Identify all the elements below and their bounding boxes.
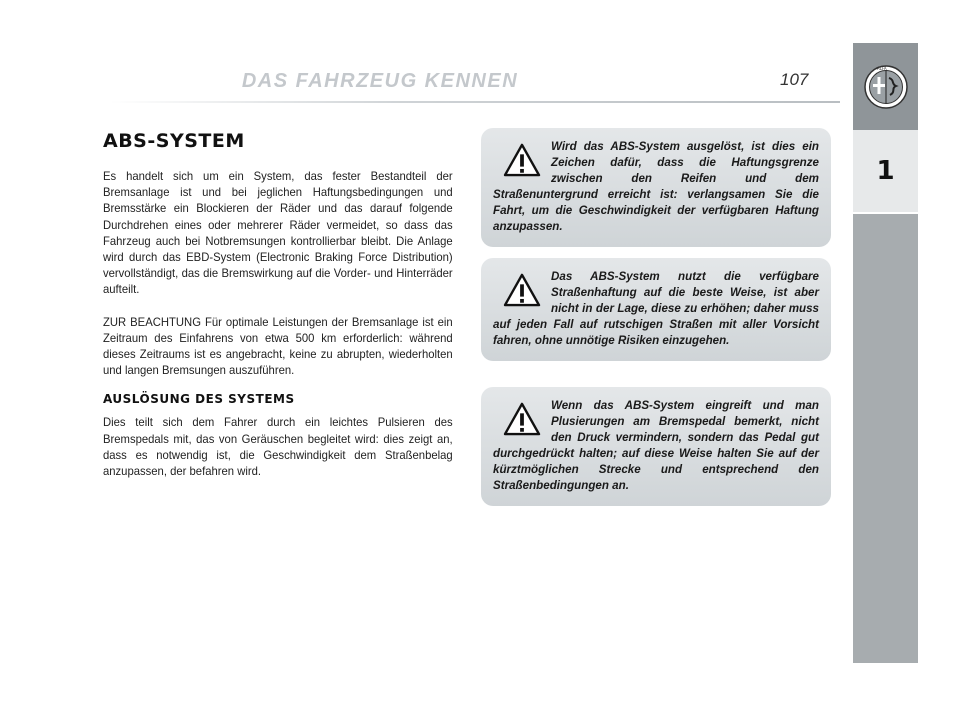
main-column bbox=[103, 130, 453, 479]
alfa-romeo-badge-icon bbox=[863, 64, 909, 110]
warning-text-3: Wenn das ABS-System eingreift und man Plusierungen am Bremspedal bemerkt, nicht den Druck vermindern, sondern das Pedal gut durchgedrückt halten; auf diese Weise halten Sie auf der kürztmöglichen Strecke und entsprechend den Straßenbedingungen an. bbox=[493, 399, 819, 492]
warning-triangle-icon bbox=[503, 143, 541, 177]
paragraph-2: ZUR BEACHTUNG Für optimale Leistungen der Bremsanlage ist ein Zeitraum des Einfahrens von etwa 500 km erforderlich: während dieses Zeitraums ist es angebracht, keine zu abrupten, wiederholten und langen Bremsungen auszuführen. bbox=[103, 314, 453, 378]
subsection-title: AUSLÖSUNG DES SYSTEMS bbox=[103, 392, 295, 407]
warning-text-1: Wird das ABS-System ausgelöst, ist dies ein Zeichen dafür, dass die Haftungsgrenze zwischen den Reifen und dem Straßenuntergrund erreicht ist: verlangsamen Sie die Fahrt, um die Geschwindigkeit der verfügbaren Haftung anzupassen. bbox=[493, 140, 819, 233]
svg-text:ALFA: ALFA bbox=[876, 65, 887, 71]
subsection-paragraph: Dies teilt sich dem Fahrer durch ein leichtes Pulsieren des Bremspedals mit, das von Geräuschen begleitet wird: dies zeigt an, dass es notwendig ist, die Geschwindigkeit dem Straßenbelag anzupassen, der befahren wird. bbox=[103, 415, 453, 479]
warning-triangle-icon bbox=[503, 402, 541, 436]
warning-box-2 bbox=[481, 258, 831, 361]
warning-triangle-icon bbox=[503, 273, 541, 307]
page-number: 107 bbox=[780, 70, 809, 89]
paragraph-1: Es handelt sich um ein System, das fester Bestandteil der Bremsanlage ist und bei jeglichen Haftungsbedingungen und Bremsstärke ein Blockieren der Räder und das darauf folgende Durchdrehen eines oder mehrerer Räder vermeidet, so dass das Fahrzeug auch bei Notbremsungen kontrollierbar bleibt. Die Anlage wird durch das EBD-System (Electronic Braking Force Distribution) vervollständigt, das die Bremswirkung auf die Vorder- und Hinterräder aufteilt. bbox=[103, 169, 453, 297]
logo-box bbox=[853, 43, 918, 130]
chapter-number: 1 bbox=[853, 130, 918, 212]
warning-box-1 bbox=[481, 128, 831, 247]
section-title: ABS-SYSTEM bbox=[103, 130, 245, 152]
header-rule bbox=[110, 101, 840, 103]
warning-box-3 bbox=[481, 387, 831, 506]
warning-text-2: Das ABS-System nutzt die verfügbare Straßenhaftung auf die beste Weise, ist aber nicht in der Lage, diese zu erhöhen; daher muss auf jeden Fall auf rutschigen Straßen mit aller Vorsicht fahren, ohne unnötige Risiken einzugehen. bbox=[493, 270, 819, 347]
header-title: DAS FAHRZEUG KENNEN bbox=[241, 70, 519, 92]
chapter-side-tab bbox=[853, 43, 918, 663]
